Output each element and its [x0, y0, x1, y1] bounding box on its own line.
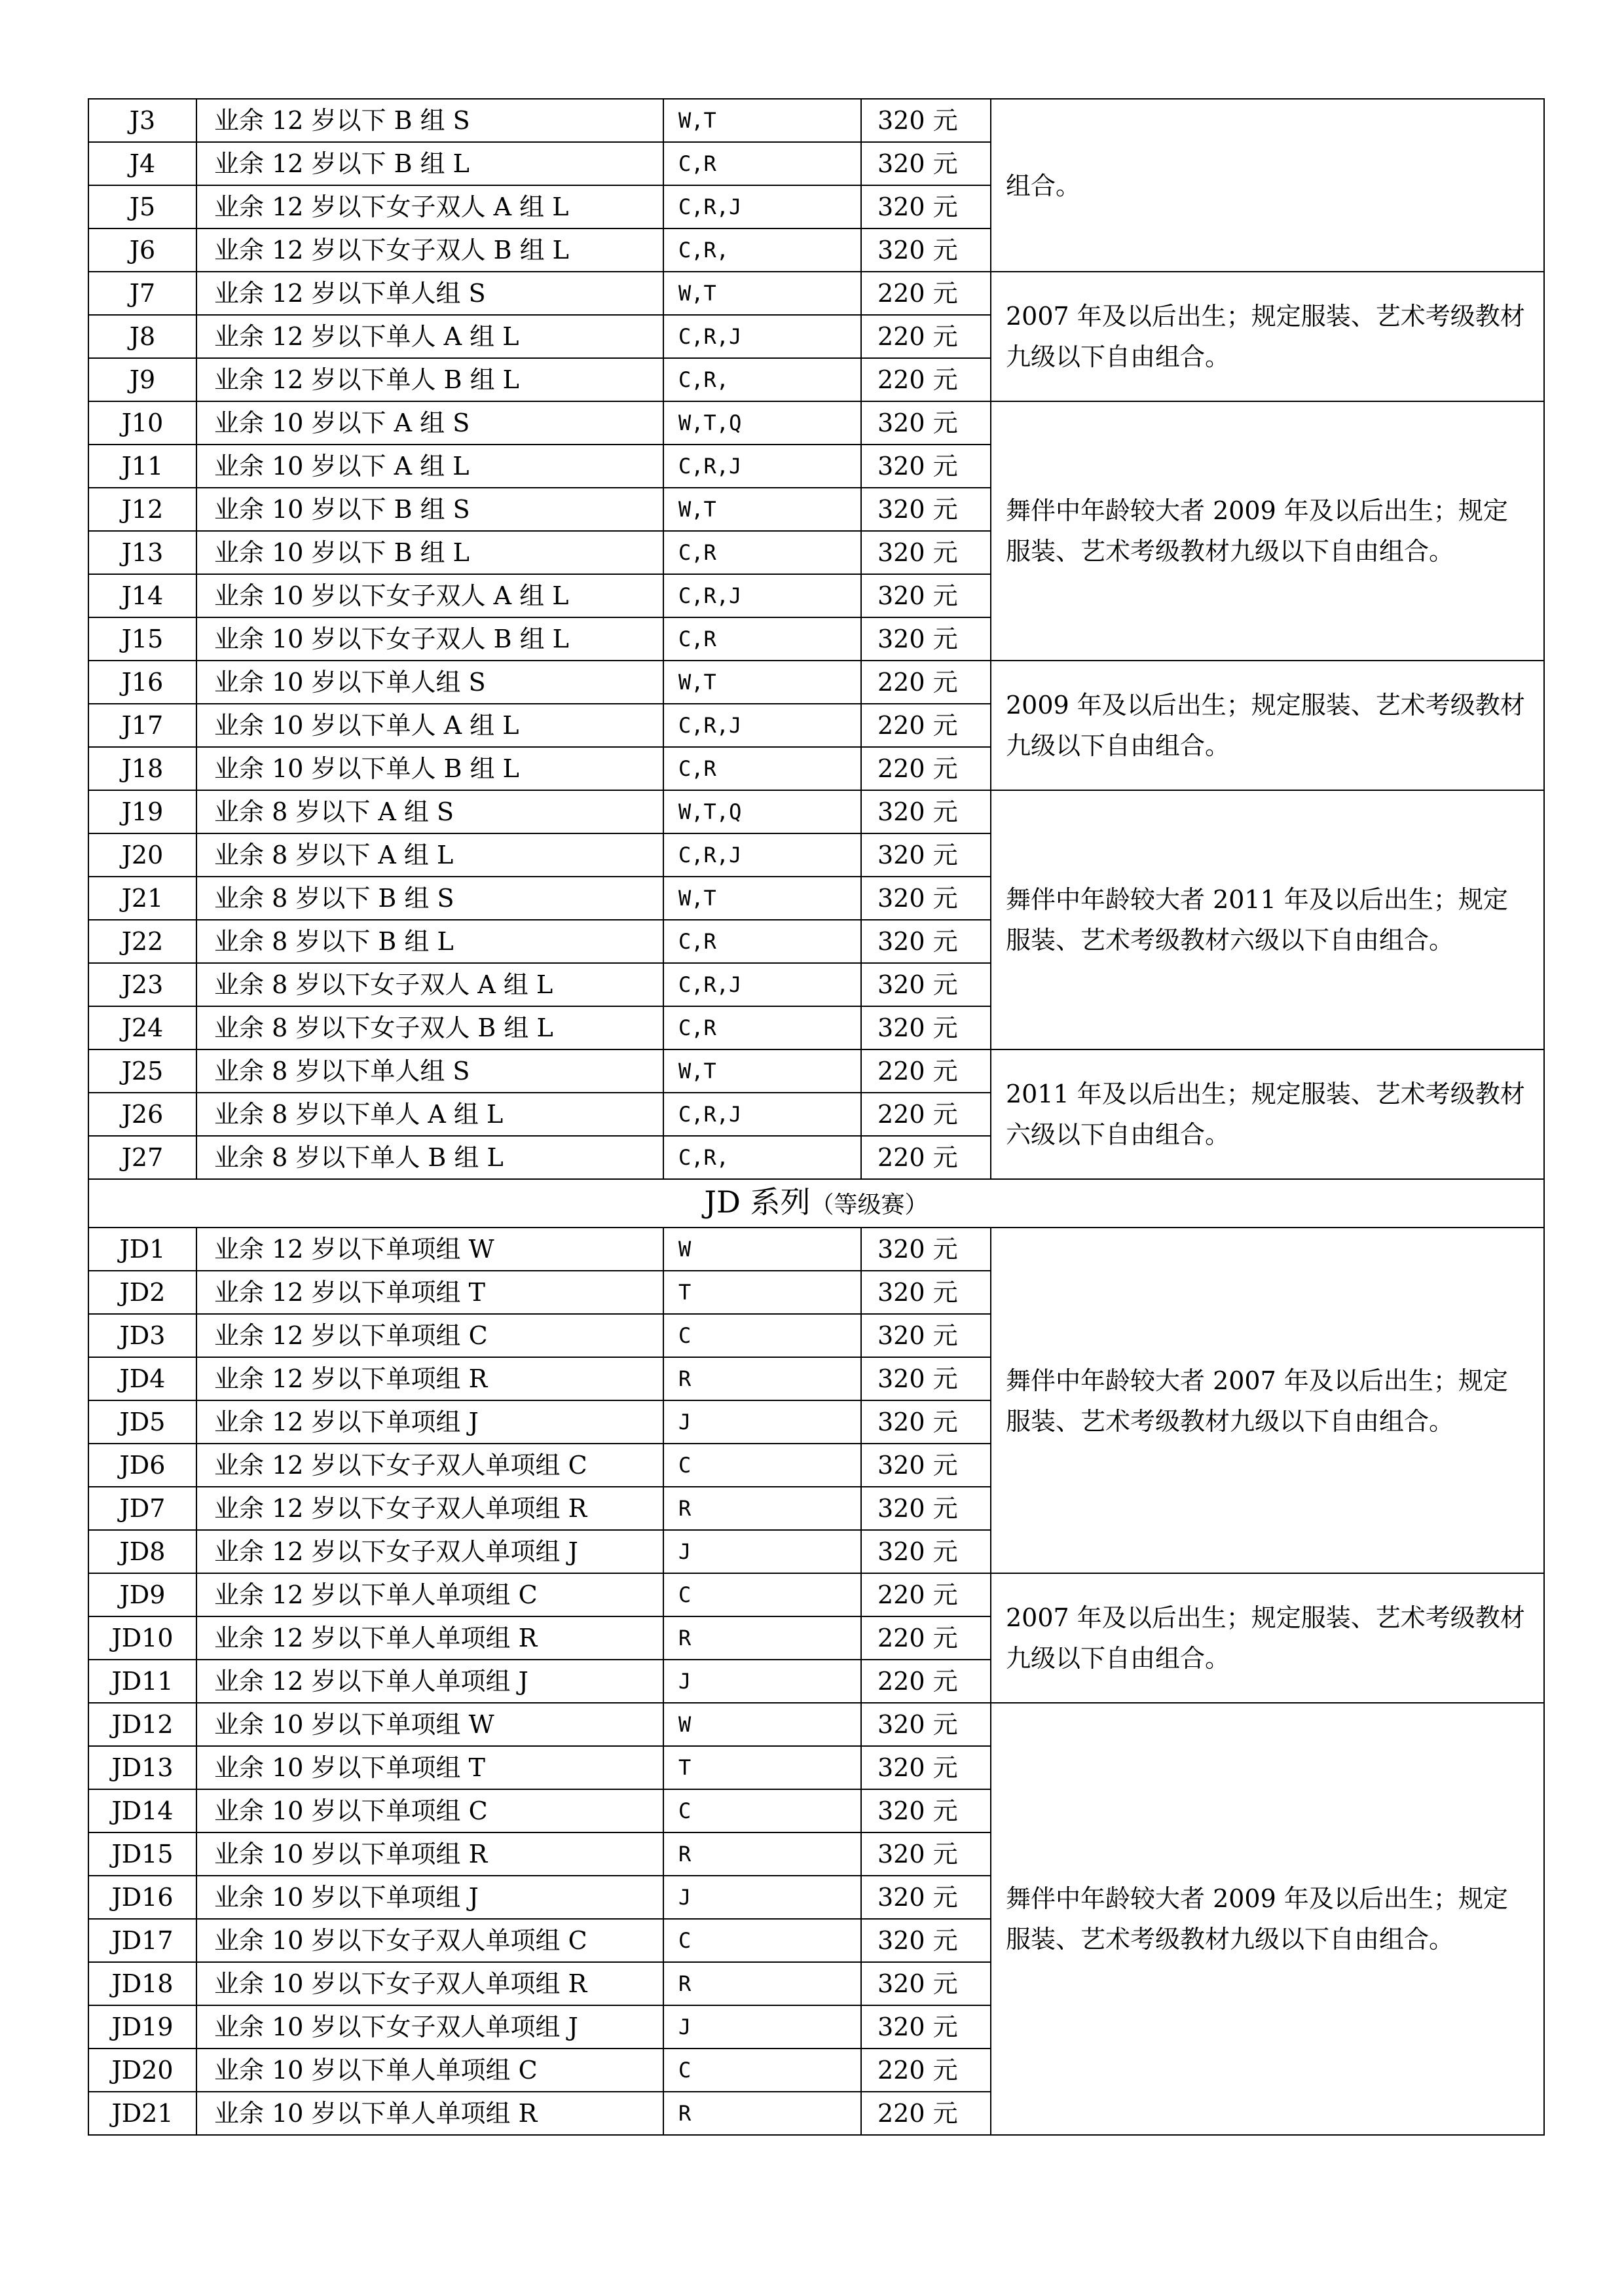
dances-cell: C,R,J	[663, 963, 861, 1006]
fee-cell: 320 元	[861, 1400, 991, 1444]
fee-cell: 320 元	[861, 401, 991, 445]
requirement-note-cell	[991, 272, 1544, 401]
event-name-cell: 业余 8 岁以下 B 组 S	[196, 877, 663, 920]
table-row	[88, 1049, 1544, 1093]
fee-cell: 220 元	[861, 1573, 991, 1616]
fee-cell: 220 元	[861, 1616, 991, 1660]
fee-cell: 220 元	[861, 2049, 991, 2092]
event-name-cell: 业余 10 岁以下单人组 S	[196, 661, 663, 704]
event-name-cell: 业余 12 岁以下女子双人 A 组 L	[196, 185, 663, 228]
requirement-note-text: 舞伴中年龄较大者 2009 年及以后出生；规定服装、艺术考级教材九级以下自由组合。	[1006, 496, 1508, 566]
fee-cell: 320 元	[861, 1530, 991, 1573]
dances-cell: C,R,J	[663, 833, 861, 877]
event-name-cell: 业余 10 岁以下单项组 W	[196, 1703, 663, 1746]
event-code-cell: JD18	[88, 1962, 196, 2005]
dances-cell: C,R	[663, 531, 861, 574]
requirement-note-cell	[991, 99, 1544, 272]
dances-cell: W	[663, 1228, 861, 1271]
table-row	[88, 1228, 1544, 1271]
fee-cell: 320 元	[861, 920, 991, 963]
fee-cell: 320 元	[861, 1271, 991, 1314]
dances-cell: C,R,J	[663, 445, 861, 488]
event-code-cell: JD21	[88, 2092, 196, 2135]
fee-cell: 220 元	[861, 704, 991, 747]
dances-cell: J	[663, 1400, 861, 1444]
event-name-cell: 业余 10 岁以下 B 组 S	[196, 488, 663, 531]
event-name-cell: 业余 12 岁以下单项组 J	[196, 1400, 663, 1444]
fee-cell: 320 元	[861, 228, 991, 272]
event-code-cell: J16	[88, 661, 196, 704]
dances-cell: C,R,J	[663, 704, 861, 747]
dances-cell: R	[663, 1487, 861, 1530]
fee-cell: 220 元	[861, 661, 991, 704]
fee-cell: 320 元	[861, 445, 991, 488]
event-code-cell: J26	[88, 1093, 196, 1136]
requirement-note-text: 2007 年及以后出生；规定服装、艺术考级教材九级以下自由组合。	[1006, 302, 1525, 371]
event-name-cell: 业余 10 岁以下单人单项组 C	[196, 2049, 663, 2092]
dances-cell: C,R,J	[663, 574, 861, 617]
event-name-cell: 业余 12 岁以下单人单项组 R	[196, 1616, 663, 1660]
event-code-cell: JD12	[88, 1703, 196, 1746]
event-code-cell: JD9	[88, 1573, 196, 1616]
dances-cell: J	[663, 1876, 861, 1919]
requirement-note-cell	[991, 1228, 1544, 1573]
requirement-note-text: 2009 年及以后出生；规定服装、艺术考级教材九级以下自由组合。	[1006, 691, 1525, 760]
event-name-cell: 业余 12 岁以下单人组 S	[196, 272, 663, 315]
event-name-cell: 业余 10 岁以下单人单项组 R	[196, 2092, 663, 2135]
dances-cell: J	[663, 1660, 861, 1703]
event-name-cell: 业余 12 岁以下单项组 R	[196, 1357, 663, 1400]
event-code-cell: J15	[88, 617, 196, 661]
table-row	[88, 790, 1544, 833]
event-code-cell: J6	[88, 228, 196, 272]
event-code-cell: JD15	[88, 1832, 196, 1876]
requirement-note-cell	[991, 401, 1544, 661]
dances-cell: R	[663, 1962, 861, 2005]
dances-cell: C,R,J	[663, 315, 861, 358]
table-row	[88, 661, 1544, 704]
event-code-cell: J10	[88, 401, 196, 445]
fee-cell: 320 元	[861, 1703, 991, 1746]
event-code-cell: J21	[88, 877, 196, 920]
requirement-note-cell	[991, 661, 1544, 790]
dances-cell: C,R,	[663, 358, 861, 401]
event-code-cell: JD20	[88, 2049, 196, 2092]
requirement-note-text: 舞伴中年龄较大者 2011 年及以后出生；规定服装、艺术考级教材六级以下自由组合。	[1006, 885, 1508, 955]
event-code-cell: JD7	[88, 1487, 196, 1530]
event-code-cell: J27	[88, 1136, 196, 1179]
event-code-cell: J4	[88, 142, 196, 185]
dances-cell: C	[663, 1314, 861, 1357]
event-name-cell: 业余 10 岁以下 A 组 S	[196, 401, 663, 445]
event-code-cell: J20	[88, 833, 196, 877]
fee-cell: 320 元	[861, 1314, 991, 1357]
table-row	[88, 401, 1544, 445]
event-name-cell: 业余 12 岁以下女子双人单项组 J	[196, 1530, 663, 1573]
table-row	[88, 99, 1544, 142]
event-name-cell: 业余 10 岁以下女子双人单项组 C	[196, 1919, 663, 1962]
dances-cell: J	[663, 1530, 861, 1573]
requirement-note-cell	[991, 1703, 1544, 2135]
dances-cell: C,R,J	[663, 1093, 861, 1136]
event-code-cell: JD4	[88, 1357, 196, 1400]
fee-cell: 320 元	[861, 1962, 991, 2005]
fee-cell: 320 元	[861, 1919, 991, 1962]
event-name-cell: 业余 12 岁以下单人单项组 C	[196, 1573, 663, 1616]
fee-cell: 320 元	[861, 877, 991, 920]
dances-cell: C,R	[663, 920, 861, 963]
event-name-cell: 业余 10 岁以下单项组 T	[196, 1746, 663, 1789]
requirement-note-text: 舞伴中年龄较大者 2009 年及以后出生；规定服装、艺术考级教材九级以下自由组合。	[1006, 1884, 1508, 1954]
event-name-cell: 业余 10 岁以下单人 A 组 L	[196, 704, 663, 747]
fee-cell: 320 元	[861, 142, 991, 185]
fee-cell: 220 元	[861, 272, 991, 315]
dances-cell: C	[663, 1919, 861, 1962]
event-code-cell: JD11	[88, 1660, 196, 1703]
dances-cell: W	[663, 1703, 861, 1746]
fee-cell: 320 元	[861, 185, 991, 228]
event-name-cell: 业余 10 岁以下 A 组 L	[196, 445, 663, 488]
fee-cell: 320 元	[861, 2005, 991, 2049]
event-name-cell: 业余 8 岁以下 A 组 S	[196, 790, 663, 833]
dances-cell: C,R,J	[663, 185, 861, 228]
event-name-cell: 业余 12 岁以下 B 组 L	[196, 142, 663, 185]
requirement-note-text: 2007 年及以后出生；规定服装、艺术考级教材九级以下自由组合。	[1006, 1603, 1525, 1673]
fee-cell: 320 元	[861, 833, 991, 877]
fee-cell: 220 元	[861, 1049, 991, 1093]
event-code-cell: JD2	[88, 1271, 196, 1314]
event-code-cell: J22	[88, 920, 196, 963]
table-row	[88, 1703, 1544, 1746]
event-name-cell: 业余 12 岁以下女子双人单项组 R	[196, 1487, 663, 1530]
fee-cell: 320 元	[861, 1228, 991, 1271]
event-code-cell: J8	[88, 315, 196, 358]
dances-cell: C	[663, 1444, 861, 1487]
fee-cell: 320 元	[861, 488, 991, 531]
j-series-rows	[88, 99, 1544, 1179]
event-name-cell: 业余 8 岁以下女子双人 B 组 L	[196, 1006, 663, 1049]
event-name-cell: 业余 10 岁以下单项组 R	[196, 1832, 663, 1876]
fee-cell: 220 元	[861, 315, 991, 358]
event-name-cell: 业余 12 岁以下 B 组 S	[196, 99, 663, 142]
event-code-cell: J7	[88, 272, 196, 315]
fee-cell: 320 元	[861, 617, 991, 661]
event-name-cell: 业余 8 岁以下单人 B 组 L	[196, 1136, 663, 1179]
fee-cell: 220 元	[861, 1136, 991, 1179]
dances-cell: W,T	[663, 99, 861, 142]
dances-cell: C,R	[663, 747, 861, 790]
requirement-note-cell	[991, 790, 1544, 1049]
event-name-cell: 业余 8 岁以下 B 组 L	[196, 920, 663, 963]
event-name-cell: 业余 12 岁以下单人 A 组 L	[196, 315, 663, 358]
jd-series-rows	[88, 1228, 1544, 2135]
fee-cell: 320 元	[861, 1006, 991, 1049]
event-name-cell: 业余 10 岁以下女子双人单项组 R	[196, 1962, 663, 2005]
event-code-cell: JD8	[88, 1530, 196, 1573]
event-code-cell: JD19	[88, 2005, 196, 2049]
event-code-cell: JD14	[88, 1789, 196, 1832]
dances-cell: C,R,	[663, 1136, 861, 1179]
requirement-note-cell	[991, 1573, 1544, 1703]
event-name-cell: 业余 10 岁以下女子双人 B 组 L	[196, 617, 663, 661]
section-header-row	[88, 1179, 1544, 1228]
fee-cell: 320 元	[861, 1832, 991, 1876]
dances-cell: W,T	[663, 272, 861, 315]
competition-table	[88, 98, 1545, 2136]
event-code-cell: J23	[88, 963, 196, 1006]
fee-cell: 320 元	[861, 1789, 991, 1832]
event-name-cell: 业余 8 岁以下 A 组 L	[196, 833, 663, 877]
dances-cell: C	[663, 2049, 861, 2092]
dances-cell: W,T	[663, 661, 861, 704]
event-name-cell: 业余 12 岁以下单人 B 组 L	[196, 358, 663, 401]
dances-cell: R	[663, 2092, 861, 2135]
event-code-cell: JD16	[88, 1876, 196, 1919]
event-code-cell: J9	[88, 358, 196, 401]
fee-cell: 320 元	[861, 1444, 991, 1487]
fee-cell: 320 元	[861, 574, 991, 617]
event-name-cell: 业余 8 岁以下单人 A 组 L	[196, 1093, 663, 1136]
event-code-cell: JD3	[88, 1314, 196, 1357]
fee-cell: 220 元	[861, 1660, 991, 1703]
event-code-cell: JD1	[88, 1228, 196, 1271]
event-code-cell: JD5	[88, 1400, 196, 1444]
fee-cell: 220 元	[861, 1093, 991, 1136]
section-subtitle: （等级赛）	[810, 1191, 929, 1218]
event-code-cell: J19	[88, 790, 196, 833]
event-code-cell: JD6	[88, 1444, 196, 1487]
dances-cell: R	[663, 1616, 861, 1660]
fee-cell: 320 元	[861, 531, 991, 574]
event-code-cell: J18	[88, 747, 196, 790]
fee-cell: 220 元	[861, 2092, 991, 2135]
event-code-cell: J11	[88, 445, 196, 488]
fee-cell: 320 元	[861, 1487, 991, 1530]
event-name-cell: 业余 12 岁以下单项组 T	[196, 1271, 663, 1314]
dances-cell: R	[663, 1357, 861, 1400]
dances-cell: C	[663, 1789, 861, 1832]
event-name-cell: 业余 10 岁以下单项组 J	[196, 1876, 663, 1919]
dances-cell: C,R,	[663, 228, 861, 272]
event-name-cell: 业余 12 岁以下单人单项组 J	[196, 1660, 663, 1703]
dances-cell: T	[663, 1271, 861, 1314]
fee-cell: 320 元	[861, 99, 991, 142]
event-name-cell: 业余 8 岁以下女子双人 A 组 L	[196, 963, 663, 1006]
section-title-text: JD 系列	[704, 1184, 811, 1220]
fee-cell: 220 元	[861, 747, 991, 790]
event-code-cell: J24	[88, 1006, 196, 1049]
requirement-note-text: 组合。	[1006, 172, 1081, 200]
event-name-cell: 业余 12 岁以下女子双人单项组 C	[196, 1444, 663, 1487]
event-name-cell: 业余 8 岁以下单人组 S	[196, 1049, 663, 1093]
event-code-cell: J17	[88, 704, 196, 747]
dances-cell: C,R	[663, 1006, 861, 1049]
dances-cell: W,T	[663, 1049, 861, 1093]
dances-cell: W,T,Q	[663, 790, 861, 833]
requirement-note-cell	[991, 1049, 1544, 1179]
dances-cell: R	[663, 1832, 861, 1876]
dances-cell: C,R	[663, 617, 861, 661]
fee-cell: 320 元	[861, 1357, 991, 1400]
event-name-cell: 业余 10 岁以下 B 组 L	[196, 531, 663, 574]
table-row	[88, 272, 1544, 315]
event-name-cell: 业余 10 岁以下女子双人单项组 J	[196, 2005, 663, 2049]
event-name-cell: 业余 10 岁以下单项组 C	[196, 1789, 663, 1832]
fee-cell: 220 元	[861, 358, 991, 401]
event-name-cell: 业余 12 岁以下单项组 W	[196, 1228, 663, 1271]
event-name-cell: 业余 10 岁以下女子双人 A 组 L	[196, 574, 663, 617]
event-name-cell: 业余 10 岁以下单人 B 组 L	[196, 747, 663, 790]
fee-cell: 320 元	[861, 1746, 991, 1789]
event-code-cell: J25	[88, 1049, 196, 1093]
event-code-cell: JD10	[88, 1616, 196, 1660]
dances-cell: T	[663, 1746, 861, 1789]
event-code-cell: JD13	[88, 1746, 196, 1789]
dances-cell: C	[663, 1573, 861, 1616]
event-name-cell: 业余 12 岁以下女子双人 B 组 L	[196, 228, 663, 272]
event-code-cell: J14	[88, 574, 196, 617]
fee-cell: 320 元	[861, 963, 991, 1006]
event-name-cell: 业余 12 岁以下单项组 C	[196, 1314, 663, 1357]
dances-cell: W,T,Q	[663, 401, 861, 445]
event-code-cell: J3	[88, 99, 196, 142]
fee-cell: 320 元	[861, 790, 991, 833]
dances-cell: J	[663, 2005, 861, 2049]
dances-cell: W,T	[663, 488, 861, 531]
dances-cell: W,T	[663, 877, 861, 920]
dances-cell: C,R	[663, 142, 861, 185]
event-code-cell: J5	[88, 185, 196, 228]
fee-cell: 320 元	[861, 1876, 991, 1919]
requirement-note-text: 2011 年及以后出生；规定服装、艺术考级教材六级以下自由组合。	[1006, 1080, 1525, 1149]
event-code-cell: J13	[88, 531, 196, 574]
event-code-cell: J12	[88, 488, 196, 531]
event-code-cell: JD17	[88, 1919, 196, 1962]
table-row	[88, 1573, 1544, 1616]
section-title	[88, 1179, 1544, 1228]
requirement-note-text: 舞伴中年龄较大者 2007 年及以后出生；规定服装、艺术考级教材九级以下自由组合。	[1006, 1366, 1508, 1436]
